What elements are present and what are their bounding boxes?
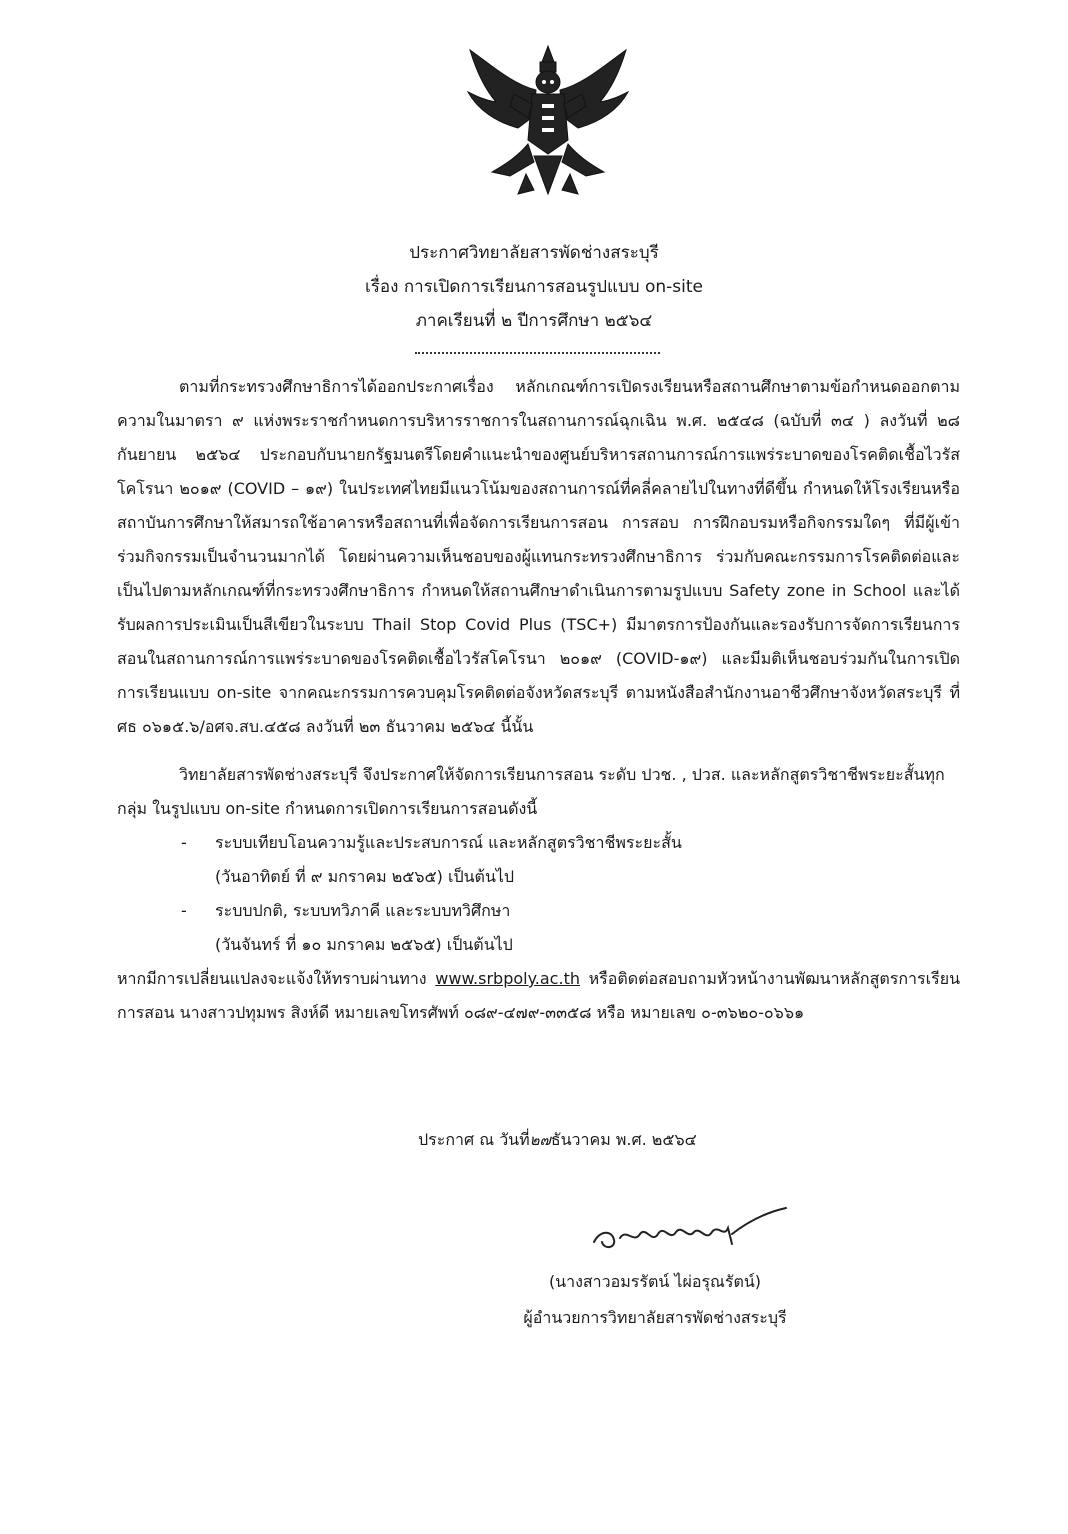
paragraph-contact (117, 962, 960, 1030)
signer-block (500, 1264, 810, 1336)
paragraph-background: ตามที่กระทรวงศึกษาธิการได้ออกประกาศเรื่อง หลักเกณฑ์การเปิดรงเรียนหรือสถานศึกษาตามข้อกำหนดออกตามความในมาตรา ๙ แห่งพระราชกำหนดการบริหารราชการในสถานการณ์ฉุกเฉิน พ.ศ. ๒๕๔๘ (ฉบับที่ ๓๔ ) ลงวันที่ ๒๘ กันยายน ๒๕๖๔ ประกอบกับนายกรัฐมนตรีโดยคำแนะนำของศูนย์บริหารสถานการณ์การแพร่ระบาดของโรคติดเชื้อไวรัสโคโรนา ๒๐๑๙ (COVID – ๑๙) ในประเทศไทยมีแนวโน้มของสถานการณ์ที่คลี่คลายไปในทางที่ดีขึ้น กำหนดให้โรงเรียนหรือสถาบันการศึกษาให้สมารถใช้อาคารหรือสถานที่เพื่อจัดการเรียนการสอน การสอบ การฝึกอบรมหรือกิจกรรมใดๆ ที่มีผู้เข้าร่วมกิจกรรมเป็นจำนวนมากได้ โดยผ่านความเห็นชอบของผู้แทนกระทรวงศึกษาธิการ ร่วมกับคณะกรรมการโรคติดต่อและเป็นไปตามหลักเกณฑ์ที่กระทรวงศึกษาธิการ กำหนดให้สถานศึกษาดำเนินการตามรูปแบบ Safety zone in School และได้รับผลการประเมินเป็นสีเขียวในระบบ Thail Stop Covid Plus (TSC+) มีมาตรการป้องกันและรองรับการจัดการเรียนการสอนในสถานการณ์การแพร่ระบาดของโรคติดเชื้อไวรัสโคโรนา ๒๐๑๙ (COVID-๑๙) และมีมติเห็นชอบร่วมกันในการเปิดการเรียนแบบ on-site จากคณะกรรมการควบคุมโรคติดต่อจังหวัดสระบุรี ตามหนังสือสำนักงานอาชีวศึกษาจังหวัดสระบุรี ที่ ศธ ๐๖๑๕.๖/อศจ.สบ.๔๕๘ ลงวันที่ ๒๓ ธันวาคม ๒๕๖๔ นี้นั้น (117, 377, 960, 736)
header-semester: ภาคเรียนที่ ๒ ปีการศึกษา ๒๕๖๔ (415, 311, 653, 331)
list-item (117, 826, 960, 894)
announcement-body (117, 370, 960, 1030)
signer-name: (นางสาวอมรรัตน์ ไผ่อรุณรัตน์) (548, 1272, 762, 1291)
date-day: ๒๗ (529, 1131, 551, 1149)
bullet-text: ระบบเทียบโอนความรู้และประสบการณ์ และหลักสูตรวิชาชีพระยะสั้น (215, 833, 682, 852)
paragraph-decision: วิทยาลัยสารพัดช่างสระบุรี จึงประกาศให้จัดการเรียนการสอน ระดับ ปวช. , ปวส. และหลักสูตรวิชาชีพระยะสั้นทุกกลุ่ม ในรูปแบบ on-site กำหนดการเปิดการเรียนการสอนดังนี้ (117, 765, 945, 818)
signature-icon (590, 1198, 790, 1258)
contact-text-after: หรือติดต่อสอบถามหัวหน้างานพัฒนาหลักสูตรการเรียนการสอน นางสาวปทุมพร สิงห์ดี หมายเลขโทรศัพท์ ๐๘๙-๔๗๙-๓๓๕๘ หรือ หมายเลข ๐-๓๖๒๐-๐๖๖๑ (117, 969, 960, 1022)
bullet-text: ระบบปกติ, ระบบทวิภาคี และระบบทวิศึกษา (215, 901, 511, 920)
header-subject: เรื่อง การเปิดการเรียนการสอนรูปแบบ on-site (364, 277, 704, 297)
header-institution: ประกาศวิทยาลัยสารพัดช่างสระบุรี (409, 243, 659, 263)
bullet-dash: - (181, 901, 187, 920)
list-item (117, 894, 960, 962)
date-suffix: ธันวาคม พ.ศ. ๒๕๖๔ (550, 1130, 697, 1149)
signer-position: ผู้อำนวยการวิทยาลัยสารพัดช่างสระบุรี (523, 1308, 787, 1327)
bullet-dash: - (181, 833, 187, 852)
website-link[interactable]: www.srbpoly.ac.th (435, 969, 580, 988)
date-prefix: ประกาศ ณ วันที่ (418, 1130, 530, 1149)
bullet-date: (วันจันทร์ ที่ ๑๐ มกราคม ๒๕๖๕) เป็นต้นไป (215, 935, 513, 954)
contact-text-before: หากมีการเปลี่ยนแปลงจะแจ้งให้ทราบผ่านทาง (117, 969, 436, 988)
dotted-divider (415, 352, 660, 354)
garuda-emblem-icon (462, 44, 634, 204)
bullet-date: (วันอาทิตย์ ที่ ๙ มกราคม ๒๕๖๕) เป็นต้นไป (215, 867, 515, 886)
announcement-date (418, 1128, 697, 1153)
announcement-header (0, 236, 1068, 338)
